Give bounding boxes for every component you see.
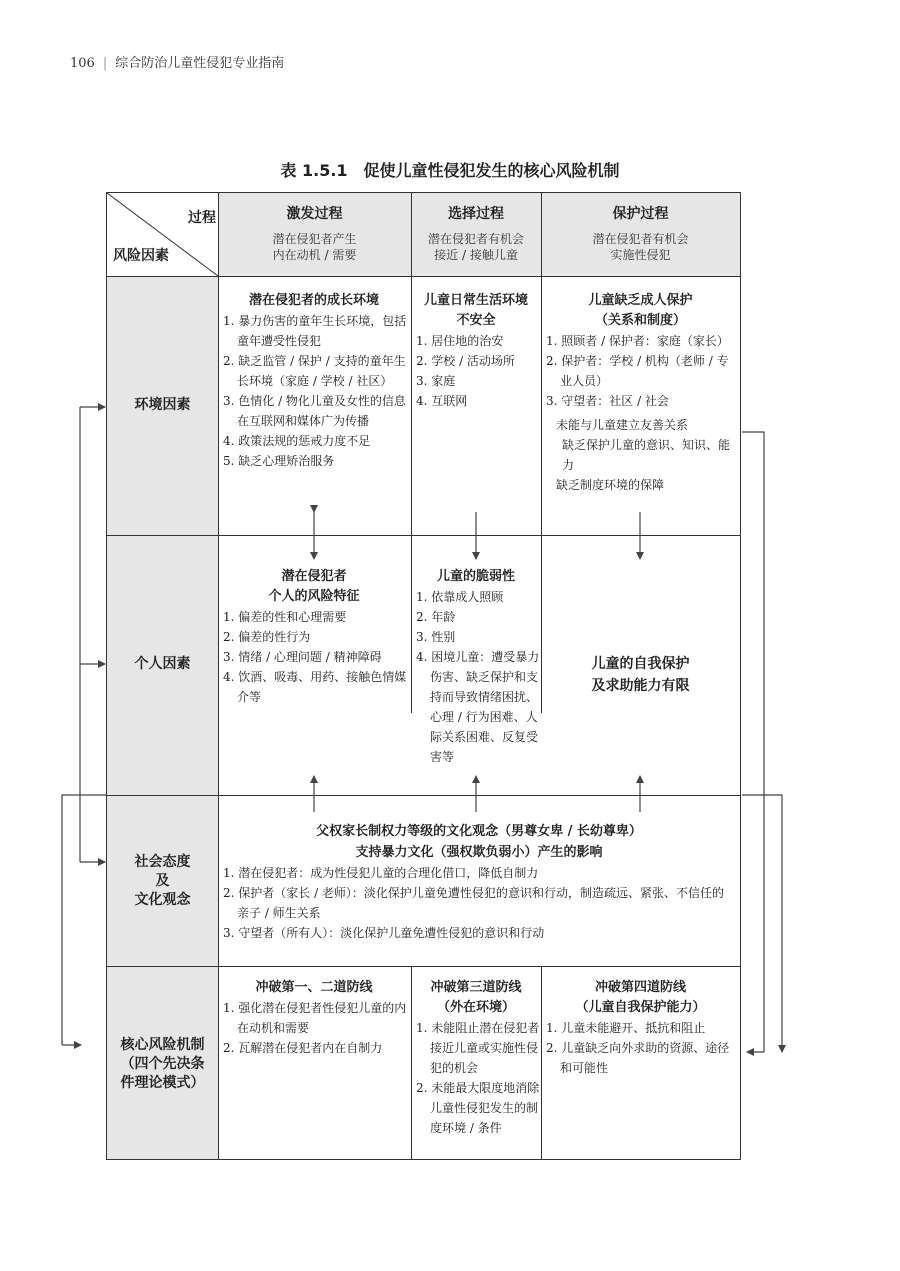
title-line: 冲破第三道防线 [430,980,522,995]
list-item: 1. 偏差的性和心理需要 [223,610,347,624]
column-sub: 接近 / 接触儿童 [434,248,518,262]
title-line: 个人的风险特征 [268,589,360,604]
header-separator: | [102,56,108,71]
list-item: 3. 情绪 / 心理问题 / 精神障碍 [223,650,382,664]
column-sub: 内在动机 / 需要 [272,248,357,262]
column-title: 激发过程 [286,206,343,222]
title-line: 潜在侵犯者 [281,569,347,584]
right-loop-outer [742,795,782,1052]
corner-risk-label: 风险因素 [113,248,169,264]
title-line: 父权家长制权力等级的文化观念（男尊女卑 / 长幼尊卑） [316,824,642,839]
column-sub: 潜在侵犯者有机会 [592,232,689,246]
title-line: 冲破第四道防线 [594,980,686,995]
list-item: 1. 依靠成人照顾 [416,590,504,604]
outer-left-loop [62,795,106,1045]
corner-process-label: 过程 [188,210,216,226]
column-title: 选择过程 [448,206,504,222]
title-line: 儿童日常生活环境 [423,293,528,308]
column-sub: 实施性侵犯 [610,248,671,262]
list-item: 2. 未能最大限度地消除儿童性侵犯发生的制度环境 / 条件 [416,1081,540,1135]
row-label-environment: 环境因素 [134,397,191,413]
note-line: 缺乏制度环境的保障 [556,478,665,492]
row-label-line: 文化观念 [134,892,191,908]
title-line: 及求助能力有限 [591,678,690,694]
list-item: 1. 潜在侵犯者：成为性侵犯儿童的合理化借口，降低自制力 [223,866,539,880]
list-item: 3. 家庭 [416,374,456,388]
list-item: 4. 互联网 [416,394,468,408]
list-item: 2. 学校 / 活动场所 [416,354,515,368]
title-line: （外在环境） [436,1000,515,1015]
list-item: 2. 偏差的性行为 [223,630,311,644]
column-title: 保护过程 [612,206,669,222]
list-item: 3. 性别 [416,630,456,644]
book-title: 综合防治儿童性侵犯专业指南 [115,56,285,71]
page-number: 106 [70,56,95,71]
row-label-line: 及 [155,873,170,889]
list-item: 4. 饮酒、吸毒、用药、接触色情媒介等 [223,670,407,704]
note-line: 缺乏保护儿童的意识、知识、能力 [562,438,731,472]
list-item: 3. 守望者（所有人）：淡化保护儿童免遭性侵犯的意识和行动 [223,926,545,940]
list-item: 1. 居住地的治安 [416,334,504,348]
cell-title: 儿童的脆弱性 [436,569,515,584]
list-item: 3. 色情化 / 物化儿童及女性的信息在互联网和媒体广为传播 [223,394,406,428]
list-item: 2. 年龄 [416,610,456,624]
list-item: 1. 未能阻止潜在侵犯者接近儿童或实施性侵犯的机会 [416,1021,540,1075]
title-line: （儿童自我保护能力） [575,1000,706,1015]
list-item: 4. 政策法规的惩戒力度不足 [223,434,371,448]
row-label-line: 核心风险机制 [120,1037,205,1053]
list-item: 2. 儿童缺乏向外求助的资源、途径和可能性 [546,1041,730,1075]
cell-title: 潜在侵犯者的成长环境 [248,293,379,308]
row-label-line: 件理论模式） [120,1075,205,1091]
row-label-line: （四个先决条 [120,1056,205,1072]
list-item: 1. 暴力伤害的童年生长环境，包括童年遭受性侵犯 [223,314,407,348]
list-item: 2. 保护者（家长 / 老师）：淡化保护儿童免遭性侵犯的意识和行动，制造疏远、紧张、不信任的亲子 / 师生关系 [223,886,724,920]
title-line: 儿童的自我保护 [591,656,690,672]
table-caption: 表 1.5.1 促使儿童性侵犯发生的核心风险机制 [280,161,620,180]
list-item: 4. 困境儿童：遭受暴力伤害、缺乏保护和支持而导致情绪困扰、心理 / 行为困难、人际关系困难、反复受害等 [416,650,540,764]
list-item: 2. 保护者：学校 / 机构（老师 / 专业人员） [546,354,729,388]
column-sub: 潜在侵犯者产生 [272,232,357,246]
column-sub: 潜在侵犯者有机会 [427,232,524,246]
title-line: 儿童缺乏成人保护 [588,293,693,308]
row-label-line: 社会态度 [134,854,191,870]
note-line: 未能与儿童建立友善关系 [556,418,689,432]
list-item: 1. 照顾者 / 保护者：家庭（家长） [546,334,729,348]
right-loop-upper [742,432,764,1052]
row-label-individual: 个人因素 [134,656,191,672]
list-item: 2. 缺乏监管 / 保护 / 支持的童年生长环境（家庭 / 学校 / 社区） [223,354,406,388]
list-item: 5. 缺乏心理矫治服务 [223,454,335,468]
title-line: 不安全 [456,313,496,328]
title-line: （关系和制度） [594,313,686,328]
list-item: 1. 儿童未能避开、抵抗和阻止 [546,1021,706,1035]
list-item: 1. 强化潜在侵犯者性侵犯儿童的内在动机和需要 [223,1001,407,1035]
cell-title: 冲破第一、二道防线 [255,980,373,995]
list-item: 3. 守望者：社区 / 社会 [546,394,669,408]
title-line: 支持暴力文化（强权欺负弱小）产生的影响 [355,845,603,860]
list-item: 2. 瓦解潜在侵犯者内在自制力 [223,1041,383,1055]
